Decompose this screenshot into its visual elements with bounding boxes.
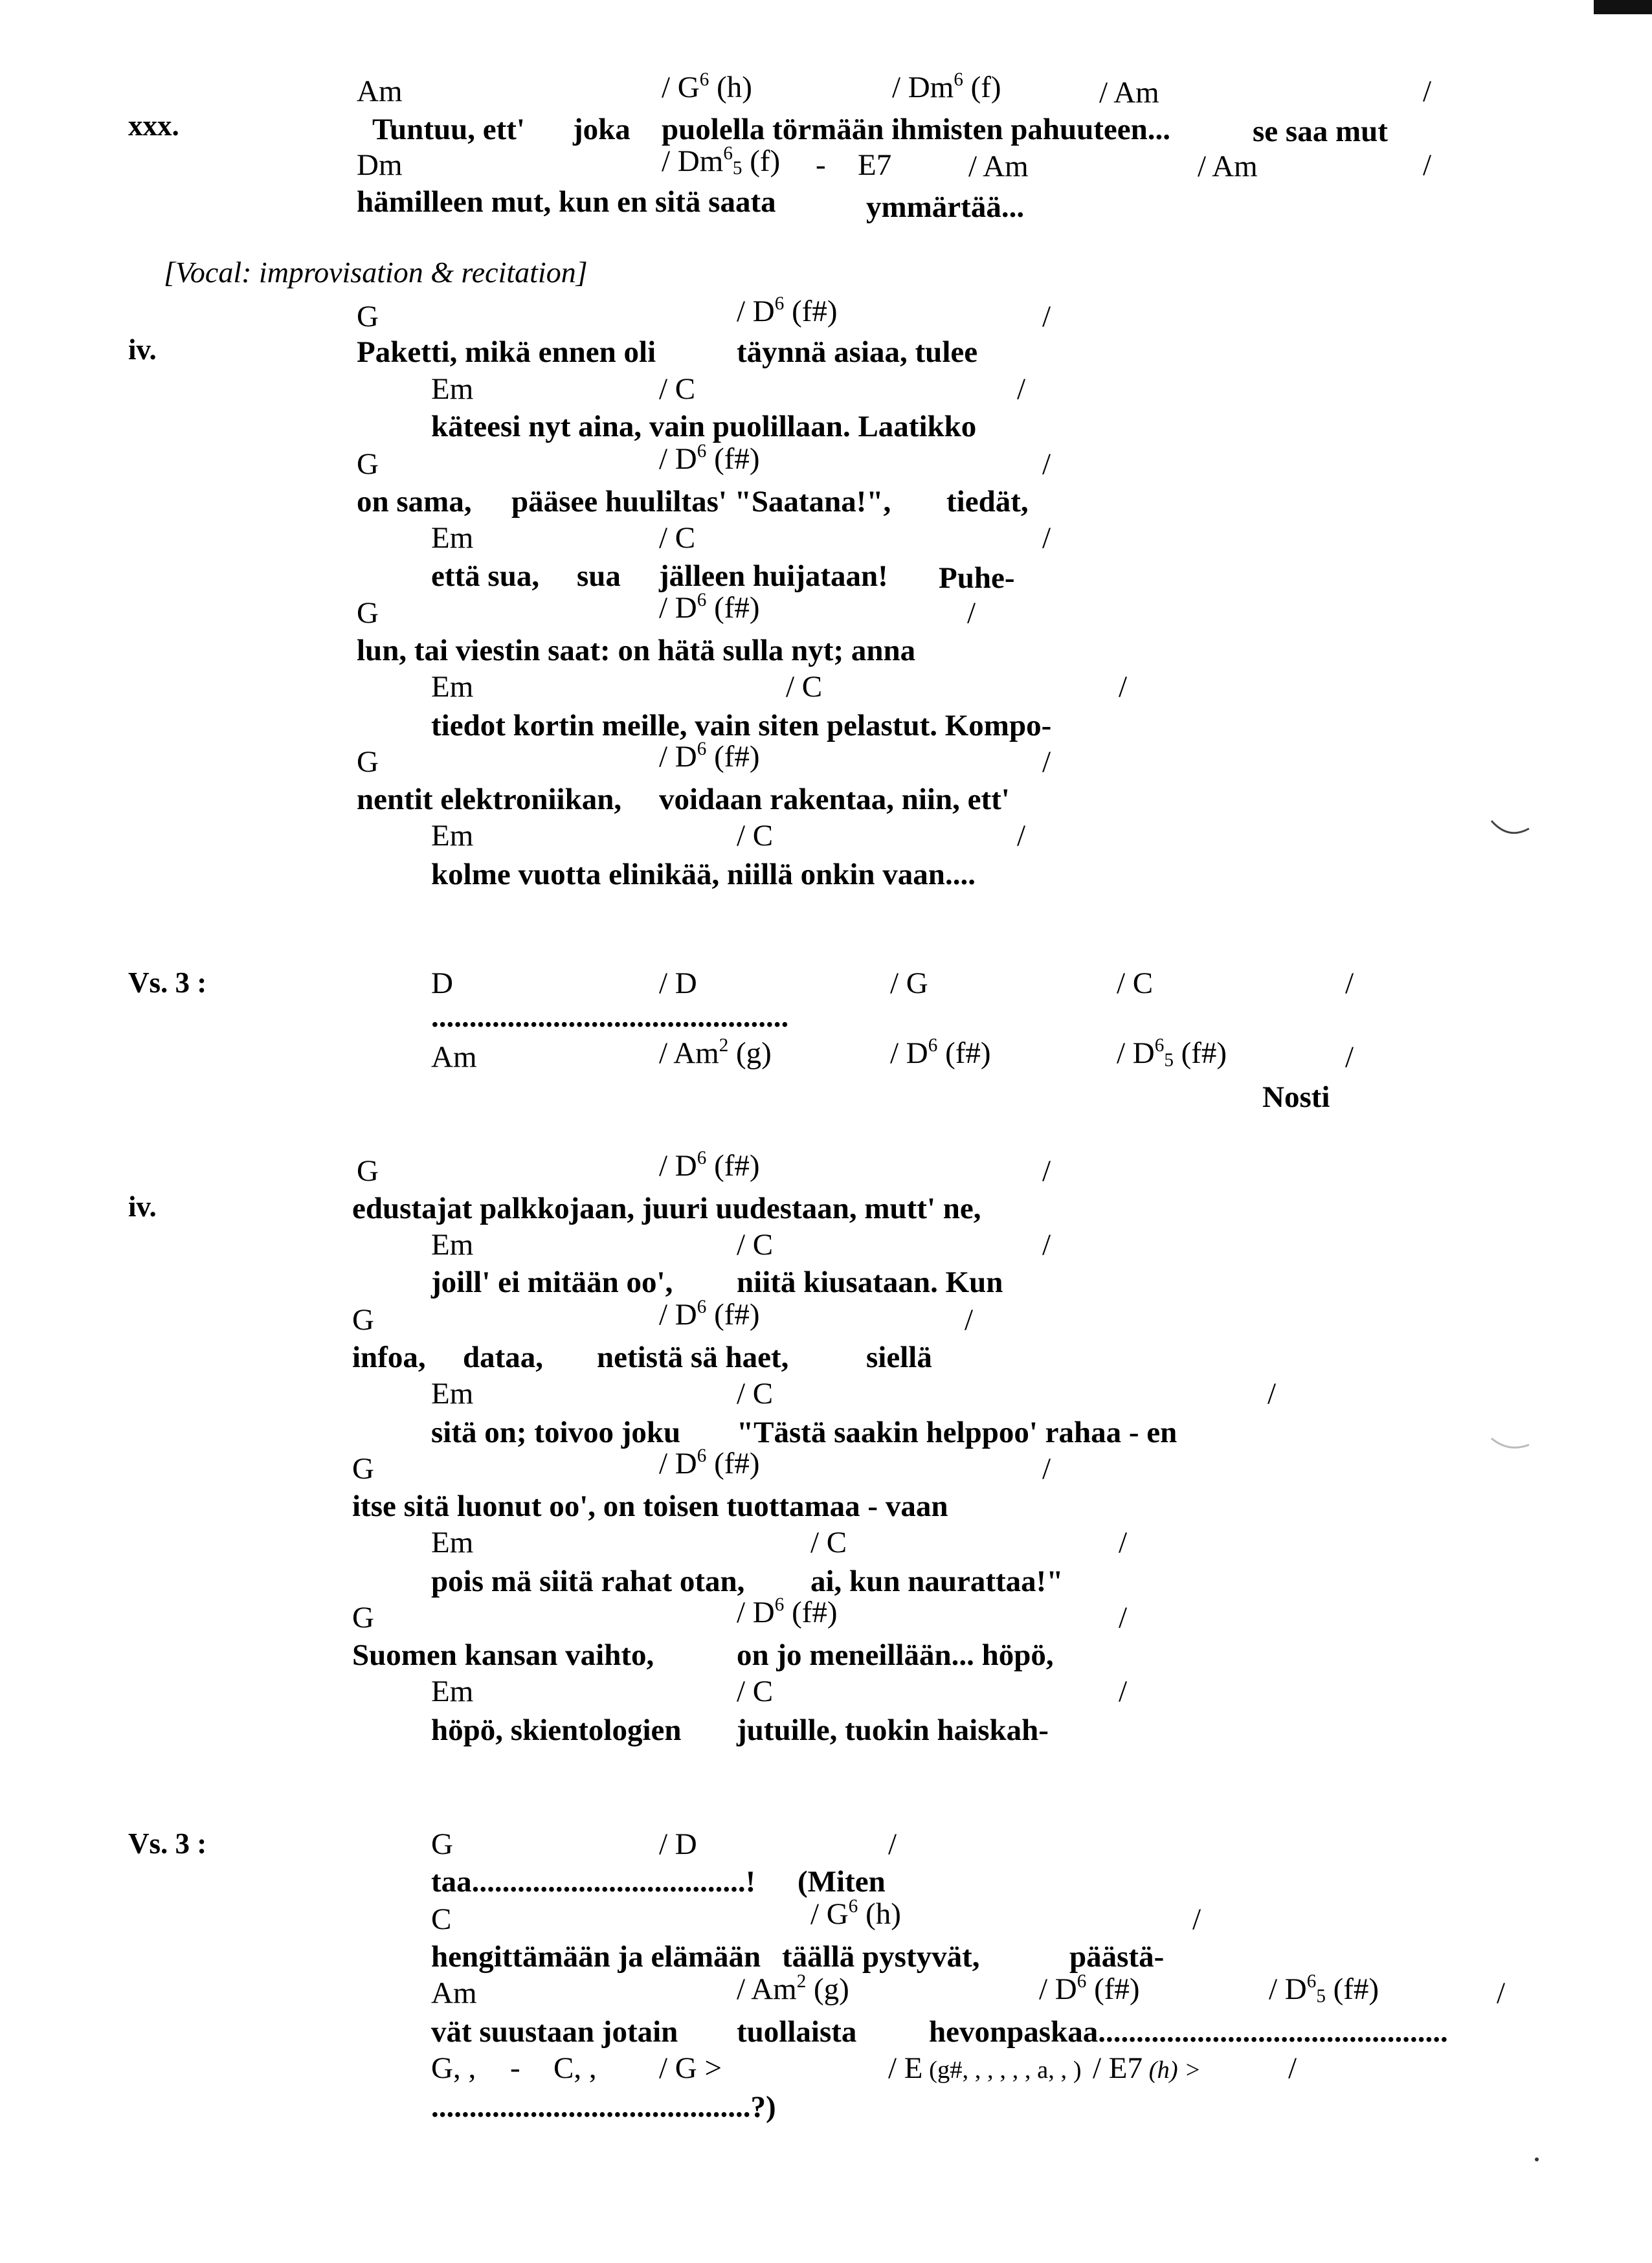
bar-separator: / [888, 1827, 897, 1861]
lyric-text: kolme vuotta elinikää, niillä onkin vaan.... [431, 858, 976, 891]
chord: / $D^6$ (f#) [659, 1296, 760, 1332]
section-label-xxx: xxx. [128, 109, 179, 142]
lyric-text: jälleen huijataan! [659, 559, 888, 593]
vocal-note: [Vocal: improvisation & recitation] [164, 256, 588, 289]
bar-separator: / [1267, 1377, 1277, 1410]
lyric-text: päästä- [1069, 1940, 1165, 1974]
chord: G [357, 1154, 379, 1188]
lyric-text: tiedot kortin meille, vain siten pelastut. Kompo- [431, 709, 1052, 742]
lyric-text: taa....................................! [431, 1865, 756, 1899]
lyric-text: itse sitä luonut oo', on toisen tuottamaa - vaan [352, 1489, 948, 1523]
lyric-text: jutuille, tuokin haiskah- [737, 1713, 1049, 1747]
lyric-text: Paketti, mikä ennen oli [357, 335, 656, 369]
bar-separator: / [1119, 1526, 1128, 1559]
section-label-vs3: Vs. 3 : [128, 1827, 207, 1860]
lyric-text: tiedät, [946, 485, 1029, 518]
lyric-text: dataa, [463, 1341, 544, 1374]
chord: / E7 (h) > [1093, 2051, 1201, 2085]
lyric-text: Puhe- [939, 561, 1015, 595]
bar-separator: / [965, 1303, 974, 1337]
chord: / C [659, 521, 696, 555]
chord: / G [890, 966, 928, 1000]
lyric-text: nentit elektroniikan, [357, 783, 622, 816]
chord: G [431, 1827, 453, 1861]
lyric-text: ymmärtää... [866, 190, 1025, 224]
chord: Am [357, 74, 403, 108]
chord: / $Dm^6_5$ (f) [662, 142, 781, 179]
lyric-text: se saa mut [1253, 115, 1388, 148]
scan-crease-mark [1489, 1432, 1534, 1458]
bar-separator: / [1042, 300, 1051, 333]
bar-separator: / [1192, 1902, 1201, 1936]
lyric-text: Nosti [1262, 1080, 1330, 1114]
lyric-text: käteesi nyt aina, vain puolillaan. Laatikko [431, 410, 977, 443]
lyric-text: lun, tai viestin saat: on hätä sulla nyt; anna [357, 634, 916, 667]
lyric-text: infoa, [352, 1341, 426, 1374]
bar-separator: / [967, 596, 976, 630]
bar-separator: / [1345, 966, 1354, 1000]
chord: / C [810, 1526, 847, 1559]
chord: / C [786, 670, 823, 704]
chord: Em [431, 1675, 474, 1708]
chord: / $D^6$ (f#) [737, 293, 838, 328]
lyric-text: joka [573, 113, 631, 146]
lyric-text: "Tästä saakin helppoo' rahaa - en [737, 1416, 1178, 1449]
chord: / Am [1099, 76, 1159, 109]
section-label-iv: iv. [128, 333, 157, 366]
bar-separator: / [1423, 74, 1432, 108]
bar-separator: / [1042, 447, 1051, 481]
chord: / C [659, 372, 696, 406]
chord: Em [431, 819, 474, 853]
chord: / Am [968, 150, 1029, 183]
lyric-text: pois mä siitä rahat otan, [431, 1565, 745, 1598]
chord: Em [431, 372, 474, 406]
bar-separator: / [1042, 521, 1051, 555]
lyric-text: on jo meneillään... höpö, [737, 1638, 1054, 1672]
scan-crease-mark [1489, 814, 1534, 847]
chord: / D [659, 966, 697, 1000]
lyric-text: joill' ei mitään oo', [431, 1265, 673, 1299]
section-label-iv: iv. [128, 1190, 157, 1223]
lyric-text: ai, kun naurattaa!" [810, 1565, 1064, 1598]
chord-dash: - [816, 148, 826, 182]
chord: E7 [858, 148, 892, 182]
bar-separator: / [1288, 2051, 1297, 2085]
chord: / $D^6$ (f#) [659, 440, 760, 476]
chord: / D [659, 1827, 697, 1861]
lyric-text: täynnä asiaa, tulee [737, 335, 978, 369]
lyric-text: sua [577, 559, 621, 593]
scan-edge-mark [1594, 0, 1652, 19]
scan-speck-mark [1533, 2156, 1541, 2163]
lyric-text: niitä kiusataan. Kun [737, 1265, 1003, 1299]
chord: / $D^6_5$ (f#) [1117, 1034, 1227, 1071]
chord: C, , [553, 2051, 597, 2085]
lyric-text: Tuntuu, ett' [372, 113, 525, 146]
chord: / Dm$^6$ (f) [892, 69, 1001, 104]
lyric-text: ..........................................?) [431, 2090, 776, 2124]
chord: / $D^6$ (f#) [659, 738, 760, 774]
lyric-text: vät suustaan jotain [431, 2015, 678, 2049]
lyric-text: netistä sä haet, [597, 1341, 789, 1374]
chord: Am [431, 1976, 477, 2010]
chord: G [357, 596, 379, 630]
lyric-text: voidaan rakentaa, niin, ett' [659, 783, 1010, 816]
lyric-text: hämilleen mut, kun en sitä saata [357, 185, 776, 219]
chord: / $G^6$ (h) [810, 1895, 901, 1931]
chord: G [357, 745, 379, 779]
bar-separator: / [1017, 819, 1026, 853]
chord: / $G^6$ (h) [662, 69, 752, 104]
bar-separator: / [1042, 1228, 1051, 1262]
section-label-vs3: Vs. 3 : [128, 966, 207, 999]
bar-separator: / [1042, 745, 1051, 779]
lyric-text: edustajat palkkojaan, juuri uudestaan, mutt' ne, [352, 1192, 981, 1225]
chord: / $D^6$ (f#) [1039, 1970, 1140, 2006]
chord: Am [431, 1040, 477, 1074]
chord: / C [1117, 966, 1154, 1000]
lyric-text: (Miten [798, 1865, 886, 1899]
lyric-text: pääsee huuliltas' "Saatana!", [511, 485, 891, 518]
bar-separator: / [1017, 372, 1026, 406]
chord: C [431, 1902, 452, 1936]
bar-separator: / [1497, 1976, 1506, 2010]
lyric-text: sitä on; toivoo joku [431, 1416, 681, 1449]
chord: / C [737, 819, 774, 853]
lyric-text: siellä [866, 1341, 932, 1374]
chord: G [352, 1452, 374, 1486]
chord: G [357, 300, 379, 333]
lyric-text: tuollaista [737, 2015, 857, 2049]
chord: D [431, 966, 453, 1000]
chord: / $D^6$ (f#) [659, 589, 760, 625]
lyric-text: Suomen kansan vaihto, [352, 1638, 654, 1672]
bar-separator: / [1423, 148, 1432, 182]
chord: / C [737, 1675, 774, 1708]
chord: / C [737, 1377, 774, 1410]
lyric-text: höpö, skientologien [431, 1713, 682, 1747]
dotted-line: ............................................... [431, 1000, 789, 1034]
chord: / $D^6$ (f#) [659, 1445, 760, 1480]
chord: / Am [1198, 150, 1258, 183]
chord: G, , [431, 2051, 476, 2085]
chord-dash: - [510, 2051, 520, 2085]
lyric-text: että sua, [431, 559, 540, 593]
chord: / G > [659, 2051, 722, 2085]
lyric-text: puolella törmään ihmisten pahuuteen... [662, 113, 1171, 146]
lyric-text: on sama, [357, 485, 472, 518]
chord: Em [431, 670, 474, 704]
lyric-text: täällä pystyvät, [782, 1940, 980, 1974]
chord: Em [431, 1228, 474, 1262]
chord: G [352, 1601, 374, 1634]
chord: / Am$^2$ (g) [737, 1970, 849, 2006]
bar-separator: / [1345, 1040, 1354, 1074]
bar-separator: / [1042, 1154, 1051, 1188]
chord: / C [737, 1228, 774, 1262]
bar-separator: / [1119, 670, 1128, 704]
lyric-text: hevonpaskaa.............................................. [929, 2015, 1448, 2049]
chord: / $D^6$ (f#) [737, 1594, 838, 1629]
lyric-text: hengittämään ja elämään [431, 1940, 761, 1974]
bar-separator: / [1119, 1675, 1128, 1708]
chord: Em [431, 1526, 474, 1559]
chord: Em [431, 1377, 474, 1410]
chord: Dm [357, 148, 403, 182]
chord: / E (g#, , , , , , a, , ) [888, 2051, 1082, 2085]
chord: G [357, 447, 379, 481]
chord: / $D^6$ (f#) [890, 1034, 991, 1070]
chord: / Am$^2$ (g) [659, 1034, 772, 1070]
bar-separator: / [1042, 1452, 1051, 1486]
chord: G [352, 1303, 374, 1337]
chord: / $D^6$ (f#) [659, 1147, 760, 1183]
chord: Em [431, 521, 474, 555]
chord: / $D^6_5$ (f#) [1269, 1970, 1379, 2007]
bar-separator: / [1119, 1601, 1128, 1634]
